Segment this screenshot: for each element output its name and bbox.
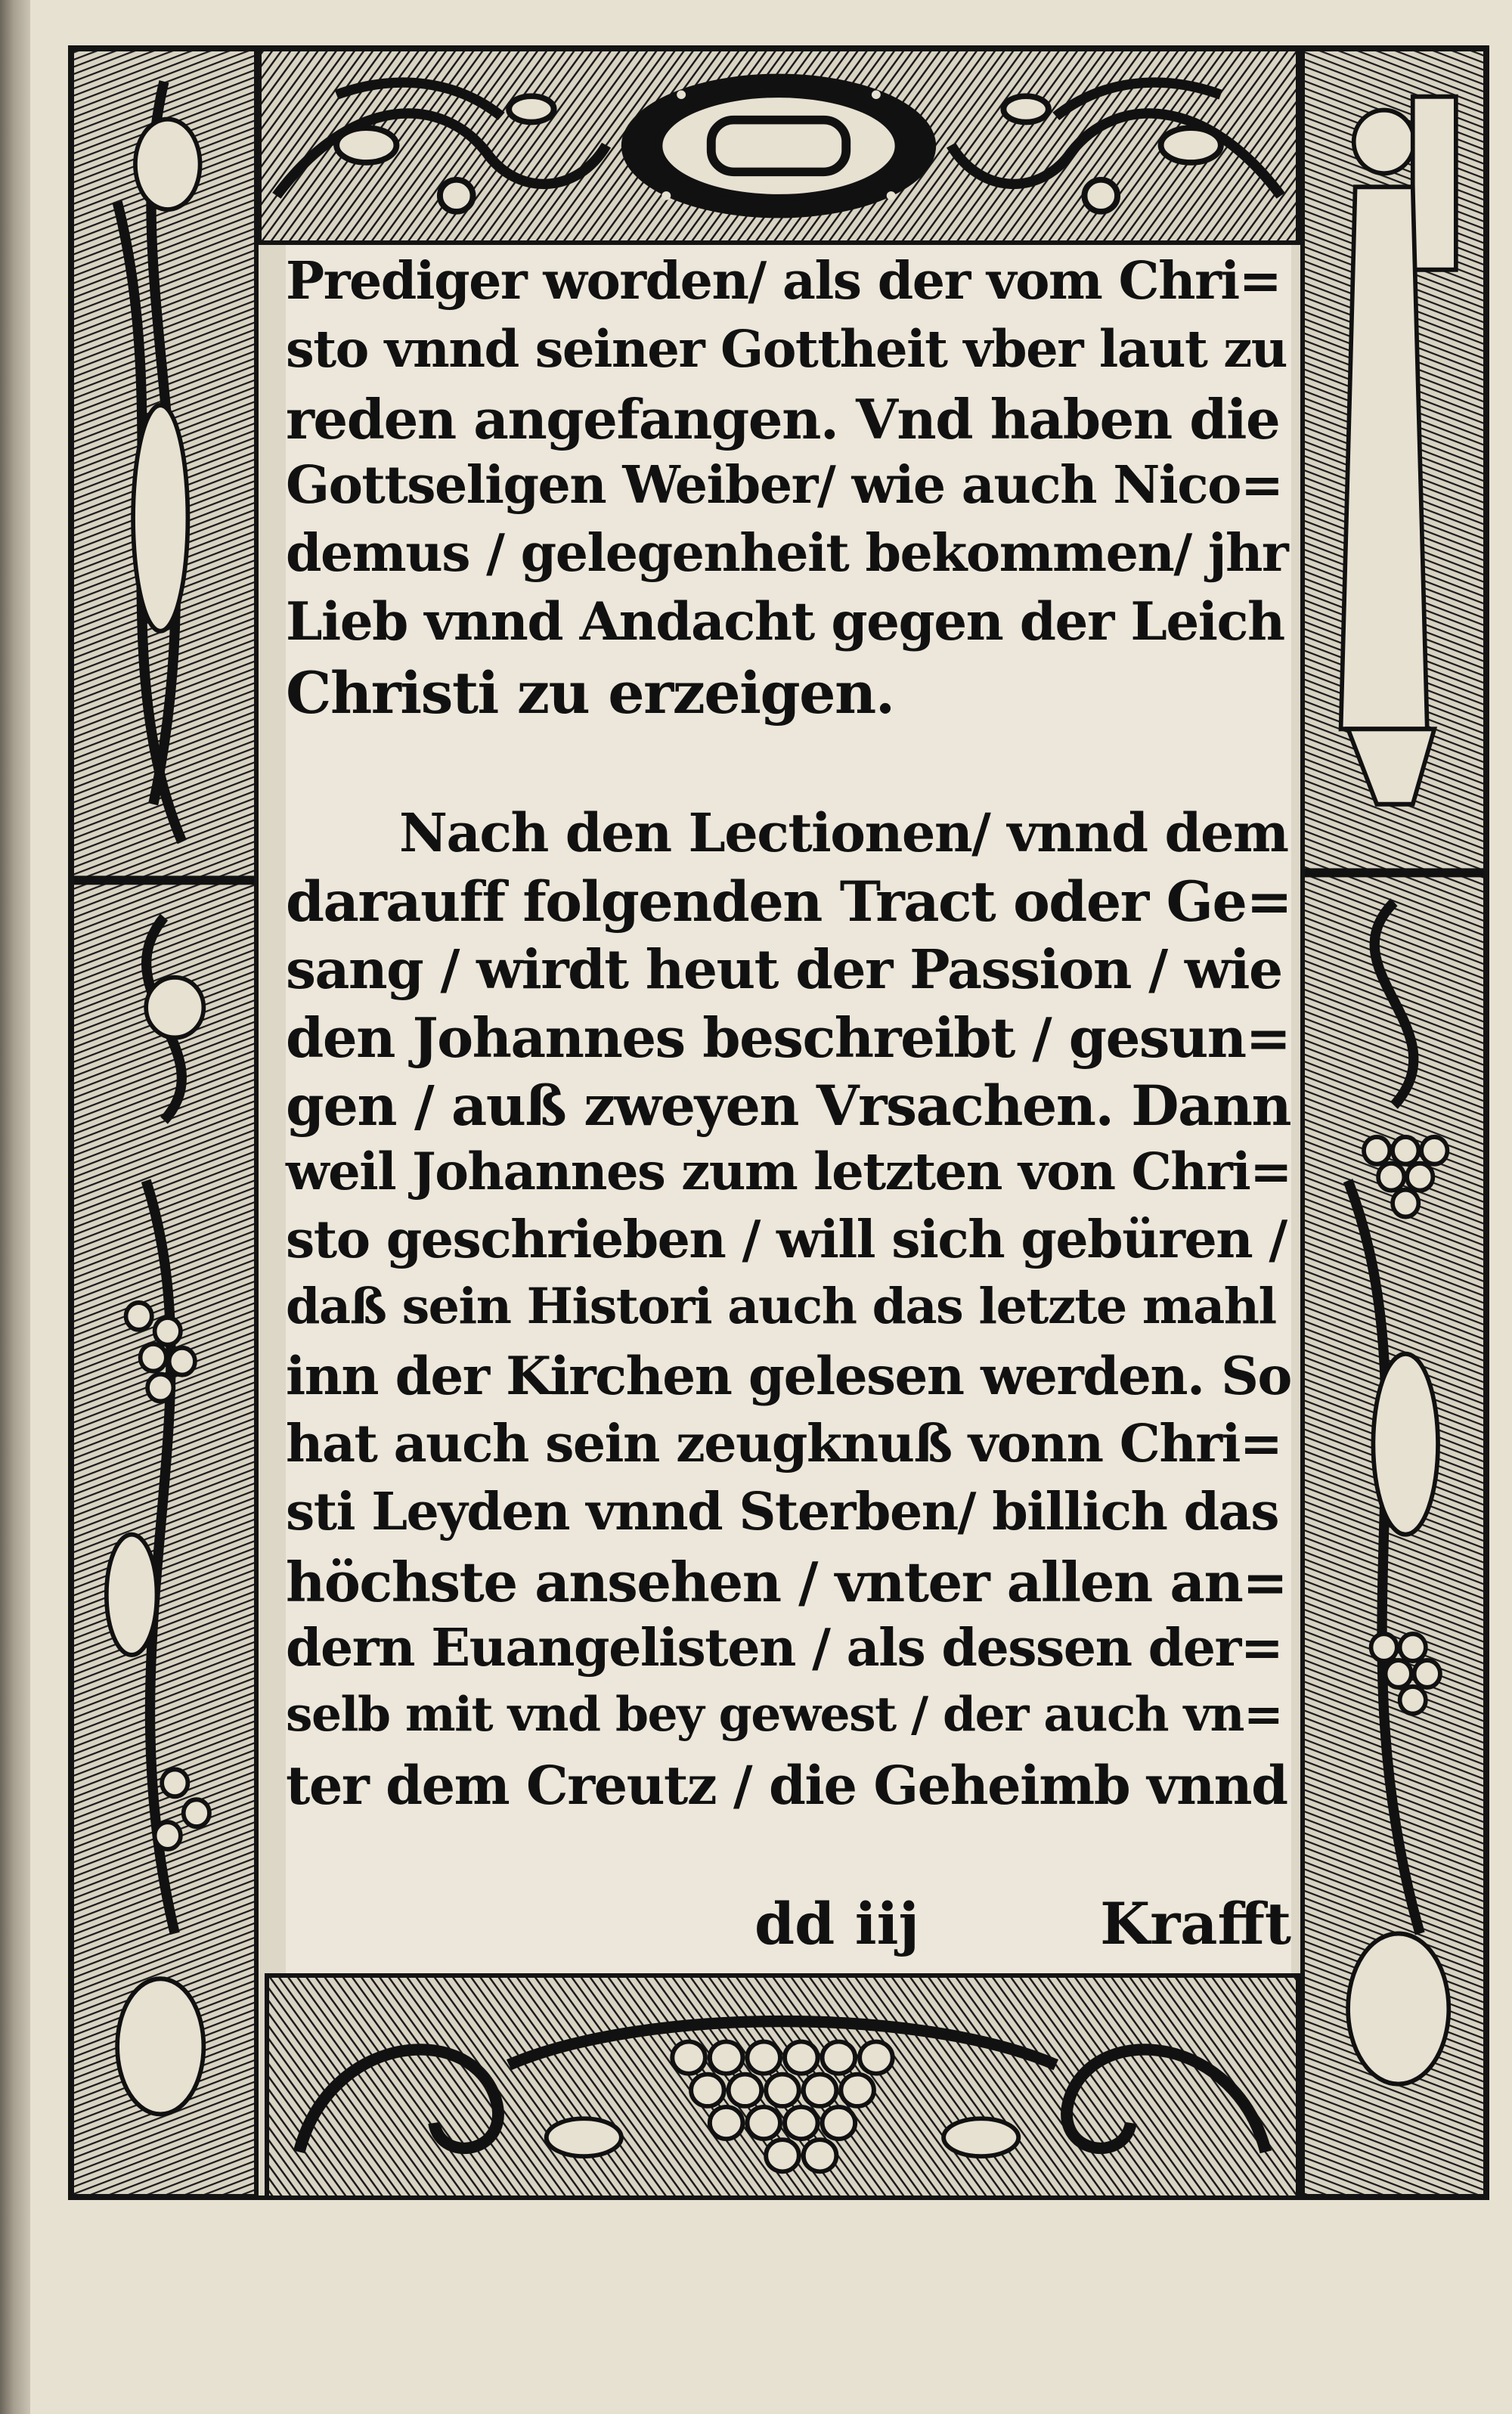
text-line: inn der Kirchen gelesen werden. So <box>286 1346 1291 1407</box>
text-line: daß sein Histori auch das letzte mahl <box>286 1278 1276 1335</box>
text-line: Gottseligen Weiber/ wie auch Nico= <box>286 455 1283 516</box>
signature-mark: dd iij <box>754 1890 919 1957</box>
text-line: gen / auß zweyen Vrsachen. Dann <box>286 1074 1291 1139</box>
text-line: höchste ansehen / vnter allen an= <box>286 1550 1287 1614</box>
top-ornament-border <box>257 47 1300 245</box>
text-line: demus / gelegenheit bekommen/ jhr <box>286 523 1288 584</box>
text-line: Christi zu erzeigen. <box>286 659 894 727</box>
book-spine-shadow <box>0 0 30 2414</box>
text-line: sto vnnd seiner Gottheit vber laut zu <box>286 319 1287 379</box>
text-line: sto geschrieben / will sich gebüren / <box>286 1210 1287 1270</box>
text-line: reden angefangen. Vnd haben die <box>286 387 1280 451</box>
right-ornament-border <box>1300 47 1488 2199</box>
text-line: selb mit vnd bey gewest / der auch vn= <box>286 1686 1283 1742</box>
text-line: hat auch sein zeugknuß vonn Chri= <box>286 1414 1282 1474</box>
figure-and-fruit-ornament <box>74 51 254 2194</box>
page-text-block <box>286 245 1291 1973</box>
text-line: ter dem Creutz / die Geheimb vnnd <box>286 1754 1287 1817</box>
text-line: dern Euangelisten / als dessen der= <box>286 1618 1283 1678</box>
bottom-ornament-border <box>265 1973 1300 2200</box>
grape-scroll-ornament <box>269 1978 1296 2196</box>
text-line: Nach den Lectionen/ vnnd dem <box>399 801 1288 864</box>
foliage-cartouche-ornament <box>262 51 1296 240</box>
text-line: sang / wirdt heut der Passion / wie <box>286 937 1282 1001</box>
catchword: Krafft <box>1100 1890 1291 1957</box>
page-footer <box>286 1890 1291 1966</box>
text-line: den Johannes beschreibt / gesun= <box>286 1006 1290 1070</box>
text-line: darauff folgenden Tract oder Ge= <box>286 869 1292 934</box>
saint-and-grapes-ornament <box>1305 51 1483 2194</box>
text-line: sti Leyden vnnd Sterben/ billich das <box>286 1482 1278 1542</box>
text-line: weil Johannes zum letzten von Chri= <box>286 1142 1291 1201</box>
text-line: Lieb vnnd Andacht gegen der Leich <box>286 591 1284 652</box>
left-ornament-border <box>70 47 259 2199</box>
text-line: Prediger worden/ als der vom Chri= <box>286 251 1281 311</box>
